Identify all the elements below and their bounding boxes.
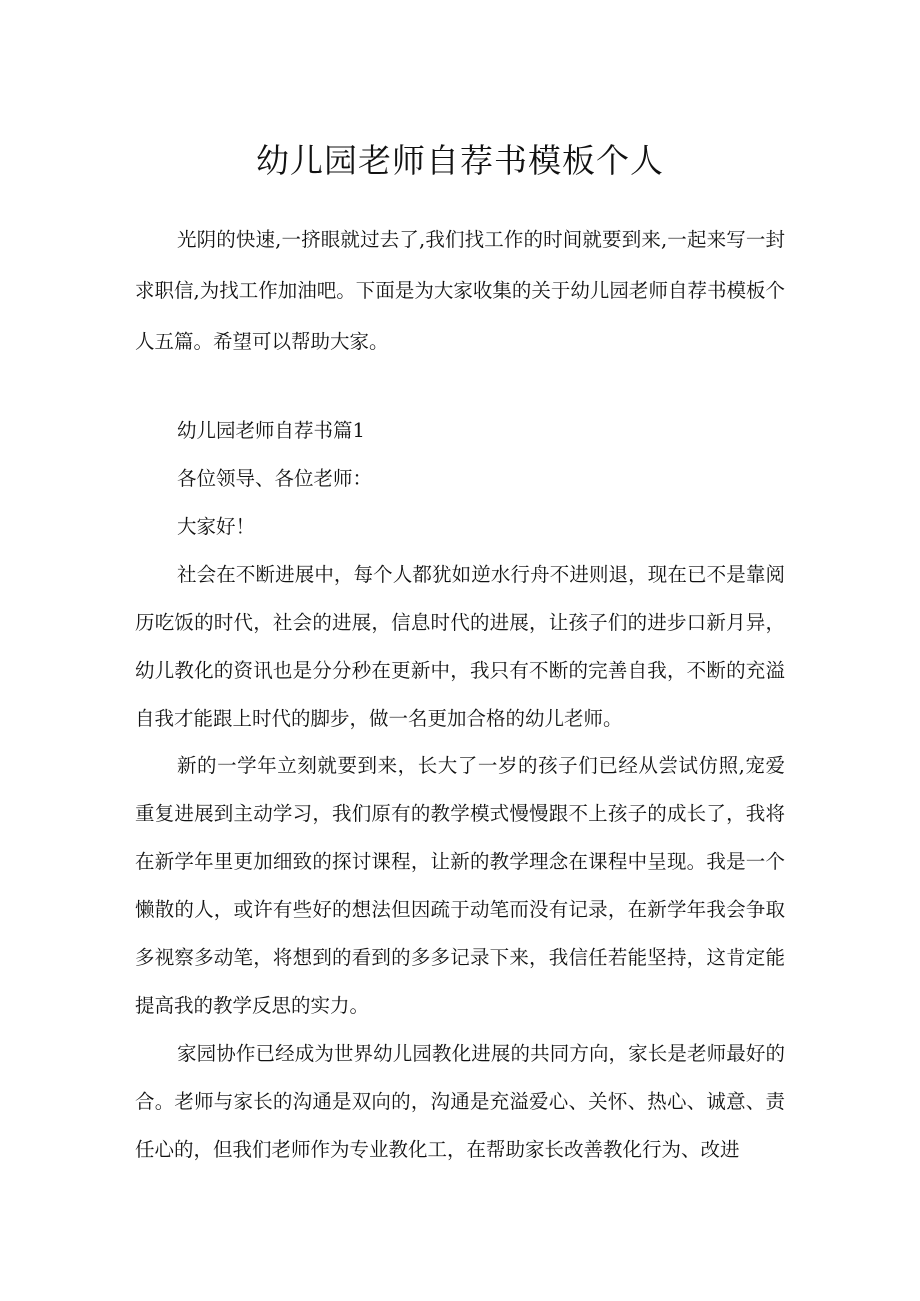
document-title: 幼儿园老师自荐书模板个人 xyxy=(256,141,664,180)
body-paragraph-2: 新的一学年立刻就要到来，长大了一岁的孩子们已经从尝试仿照,宠爱重复进展到主动学习，我们原有的教学模式慢慢跟不上孩子的成长了，我将在新学年里更加细致的探讨课程，让新的教学理念在课程中呈现。我是一个懒散的人，或许有些好的想法但因疏于动笔而没有记录，在新学年我会争取多视察多动笔，将想到的看到的多多记录下来，我信任若能坚持，这肯定能提高我的教学反思的实力。 xyxy=(135,754,785,1017)
section-heading: 幼儿园老师自荐书篇1 xyxy=(177,419,365,442)
hello-line: 大家好！ xyxy=(177,515,256,538)
body-paragraph-1: 社会在不断进展中，每个人都犹如逆水行舟不进则退，现在已不是靠阅历吃饭的时代，社会的进展，信息时代的进展，让孩子们的进步口新月异，幼儿教化的资讯也是分分秒在更新中，我只有不断的完善自我，不断的充溢自我才能跟上时代的脚步，做一名更加合格的幼儿老师。 xyxy=(135,563,785,730)
intro-paragraph: 光阴的快速,一挤眼就过去了,我们找工作的时间就要到来,一起来写一封求职信,为找工作加油吧。下面是为大家收集的关于幼儿园老师自荐书模板个人五篇。希望可以帮助大家。 xyxy=(135,228,785,353)
greeting-line: 各位领导、各位老师： xyxy=(177,467,373,490)
body-paragraph-3: 家园协作已经成为世界幼儿园教化进展的共同方向，家长是老师最好的合。老师与家长的沟通是双向的，沟通是充溢爱心、关怀、热心、诚意、责任心的，但我们老师作为专业教化工，在帮助家长改善教化行为、改进 xyxy=(135,1042,785,1161)
